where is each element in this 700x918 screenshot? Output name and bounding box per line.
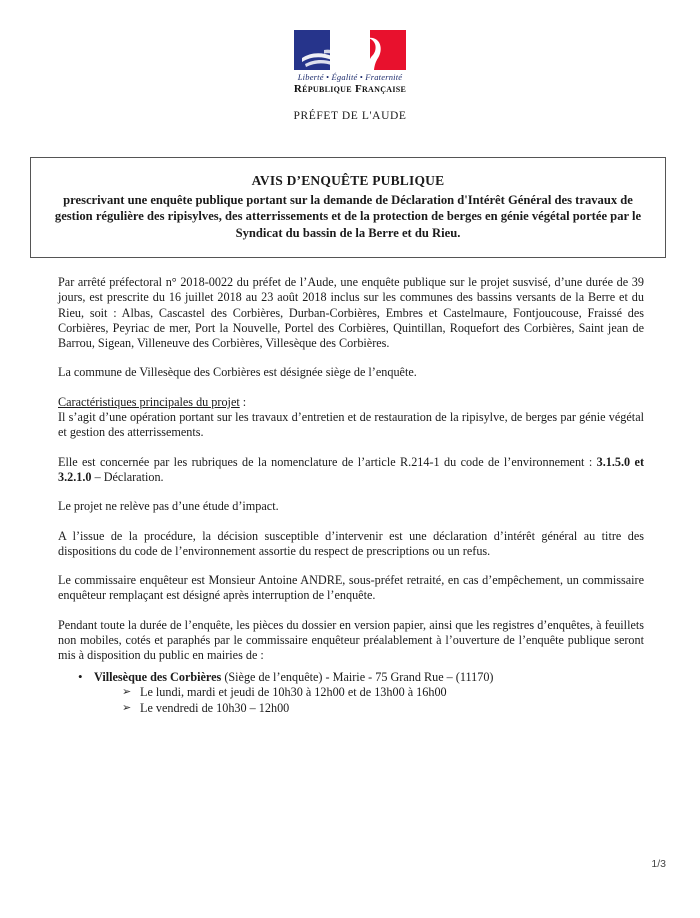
mairie-hours-text: Le lundi, mardi et jeudi de 10h30 à 12h00 et de 13h00 à 16h00 xyxy=(140,684,447,699)
prefecture-title: PRÉFET DE L'AUDE xyxy=(293,109,407,122)
rubriques-codes: 3.1.5.0 et 3.2.1.0 xyxy=(58,454,645,484)
letterhead xyxy=(0,0,700,122)
mairie-name: Villesèque des Corbières xyxy=(94,669,222,684)
paragraph-commissaire-enqueteur: Le commissaire enquêteur est Monsieur Antoine ANDRE, sous-préfet retraité, en cas d’empêchement, un commissaire enquêteur remplaçant est désigné après interruption de l’enquête. xyxy=(58,573,644,603)
paragraph-siege-enquete: La commune de Villesèque des Corbières est désignée siège de l’enquête. xyxy=(58,365,417,380)
page-number: 1/3 xyxy=(651,858,666,870)
mairie-details: (Siège de l’enquête) - Mairie - 75 Grand Rue – (11170) xyxy=(221,669,494,684)
paragraph-rubriques-nomenclature xyxy=(58,455,644,486)
arrowhead-bullet-icon: ➢ xyxy=(122,685,132,698)
paragraph-operation-description: Il s’agit d’une opération portant sur les travaux d’entretien et de restauration de la ripisylve, de berges par génie végétal et gestion des atterrissements. xyxy=(58,410,644,440)
list-item xyxy=(94,685,644,701)
list-item xyxy=(58,670,644,716)
document-body xyxy=(58,275,644,717)
notice-title-box xyxy=(30,157,666,258)
mairies-list xyxy=(58,670,644,716)
notice-subheading xyxy=(47,192,649,242)
republic-name: République Française xyxy=(293,83,407,96)
republic-motto: Liberté • Égalité • Fraternité xyxy=(297,72,403,82)
mairie-hours-text: Le vendredi de 10h30 – 12h00 xyxy=(140,700,290,715)
heading-caracteristiques-projet xyxy=(58,395,644,410)
list-item xyxy=(94,701,644,717)
bullet-disc-icon: • xyxy=(78,668,83,684)
paragraph-etude-impact: Le projet ne relève pas d’une étude d’impact. xyxy=(58,499,279,514)
paragraph-mise-a-disposition: Pendant toute la durée de l’enquête, les pièces du dossier en version papier, ainsi que les registres d’enquêtes, à feuillets non mobiles, cotés et paraphés par le commissaire enquêteur préalablement à l’ouverture de l’enquête publique seront mis à disposition du public en mairies de : xyxy=(58,617,644,663)
paragraph-arrete-prefectoral: Par arrêté préfectoral n° 2018-0022 du préfet de l’Aude, une enquête publique sur le projet susvisé, d’une durée de 39 jours, est prescrite du 16 juillet 2018 au 23 août 2018 inclus sur les communes des bassins versants de la Berre et du Rieu, soit : Albas, Cascastel des Corbières, Durban-Corbières, Embres et Castelmaure, Fontjoucouse, Fraissé des Corbières, Peyriac de mer, Port la Nouvelle, Portel des Corbières, Quintillan, Roquefort des Corbières, Saint jean de Barrou, Sigean, Villeneuve des Corbières, Villesèque des Corbières. xyxy=(58,275,644,351)
notice-heading: AVIS D’ENQUÊTE PUBLIQUE xyxy=(251,173,445,188)
notice-subheading-line-2: travaux de gestion régulière des ripisylves, des atterrissements et de la protection de berges en xyxy=(54,192,633,224)
marianne-french-republic-logo xyxy=(294,30,406,70)
paragraph-issue-procedure: A l’issue de la procédure, la décision susceptible d’intervenir est une déclaration d’intérêt général au titre des dispositions du code de l’environnement assortie du respect de prescriptions ou un refus. xyxy=(58,528,644,558)
rubriques-text-after: – Déclaration. xyxy=(91,469,164,484)
notice-subheading-line-3: génie végétal portée par le Syndicat du bassin de la Berre et du Rieu. xyxy=(235,209,642,240)
heading-caracteristiques-label: Caractéristiques principales du projet xyxy=(58,394,240,409)
notice-subheading-line-1: prescrivant une enquête publique portant sur la demande de Déclaration d'Intérêt Général des xyxy=(63,192,572,207)
mairie-hours-list xyxy=(94,685,644,716)
heading-caracteristiques-colon: : xyxy=(239,394,247,409)
arrowhead-bullet-icon: ➢ xyxy=(122,701,132,714)
rubriques-text-before: Elle est concernée par les rubriques de la nomenclature de l’article R.214-1 du code de l’environnement : xyxy=(58,454,597,469)
